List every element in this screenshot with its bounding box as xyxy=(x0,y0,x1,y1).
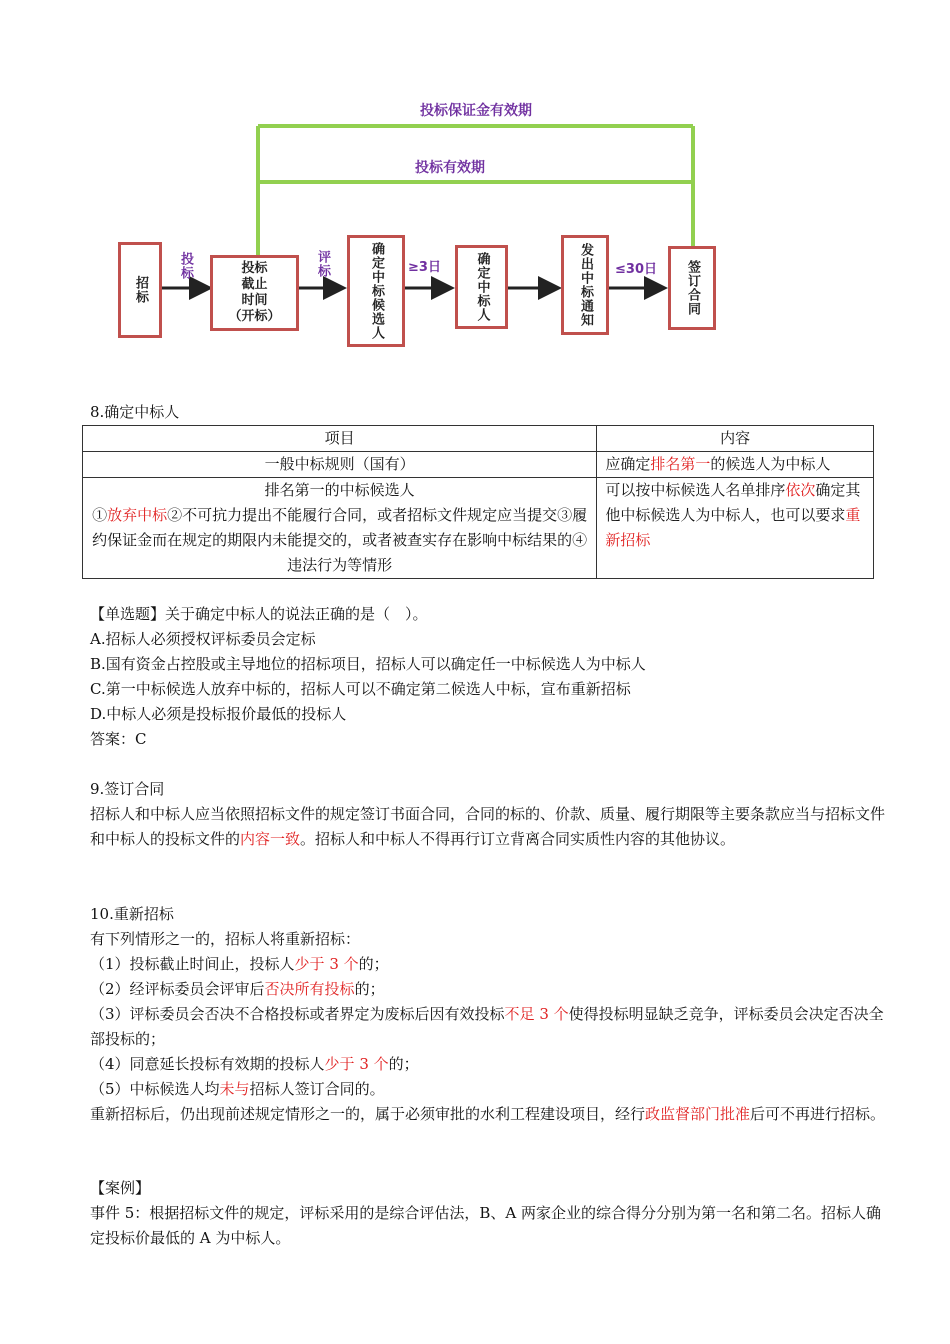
list-item: （2）经评标委员会评审后否决所有投标的； xyxy=(90,980,385,998)
arrow-3days-label: ≥3日 xyxy=(408,260,441,275)
table-row xyxy=(83,452,874,478)
case-paragraph: 事件 5：根据招标文件的规定，评标采用的是综合评估法，B、A 两家企业的综合得分分别为第一名和第二名。招标人确定投标价最低的 A 为中标人。 xyxy=(90,1204,881,1247)
list-item: （5）中标候选人均未与招标人签订合同的。 xyxy=(90,1080,385,1098)
header-item: 项目 xyxy=(83,426,597,452)
question-block xyxy=(90,602,890,752)
header-content: 内容 xyxy=(597,426,874,452)
section9-paragraph: 招标人和中标人应当依照招标文件的规定签订书面合同，合同的标的、价款、质量、履行期限等主要条款应当与招标文件和中标人的投标文件的内容一致。招标人和中标人不得再行订立背离合同实质性内容的其他协议。 xyxy=(90,805,886,848)
arrow-eval-label: 评标 xyxy=(315,250,330,278)
arrow-bid-label: 投标 xyxy=(178,252,193,280)
box-candidate: 确定中标候选人 xyxy=(347,235,405,347)
list-item: （4）同意延长投标有效期的投标人少于 3 个的； xyxy=(90,1055,419,1073)
question-stem: 【单选题】关于确定中标人的说法正确的是（ ）。 xyxy=(90,605,428,623)
box-notice: 发出中标通知 xyxy=(561,235,609,335)
arrow-30days-label: ≤30日 xyxy=(615,262,657,277)
option-d: D.中标人必须是投标报价最低的投标人 xyxy=(90,705,347,723)
box-winner: 确定中标人 xyxy=(455,245,508,329)
row1-item: 一般中标规则（国有） xyxy=(83,452,597,478)
bid-period-label: 投标有效期 xyxy=(415,160,485,176)
table-header-row xyxy=(83,426,874,452)
section10-intro: 有下列情形之一的，招标人将重新招标： xyxy=(90,930,361,948)
section10-block xyxy=(90,902,890,1127)
bond-period-label: 投标保证金有效期 xyxy=(420,103,532,119)
section10-after: 重新招标后，仍出现前述规定情形之一的，属于必须审批的水利工程建设项目，经行政监督部门批准后可不再进行招标。 xyxy=(90,1105,886,1123)
section10-title: 10.重新招标 xyxy=(90,905,174,923)
section9-title: 9.签订合同 xyxy=(90,780,165,798)
option-c: C.第一中标候选人放弃中标的，招标人可以不确定第二候选人中标，宣布重新招标 xyxy=(90,680,631,698)
box-contract: 签订合同 xyxy=(668,246,716,330)
diagram-lines xyxy=(110,90,740,360)
box-invite: 招标 xyxy=(118,242,162,338)
list-item: （3）评标委员会否决不合格投标或者界定为废标后因有效投标不足 3 个使得投标明显缺乏竞争，评标委员会决定否决全部投标的； xyxy=(90,1005,884,1048)
section8-title: 8.确定中标人 xyxy=(90,403,180,421)
option-b: B.国有资金占控股或主导地位的招标项目，招标人可以确定任一中标候选人为中标人 xyxy=(90,655,646,673)
table-row xyxy=(83,478,874,579)
winner-rules-table xyxy=(82,425,874,579)
row2-item: 排名第一的中标候选人 ①放弃中标②不可抗力提出不能履行合同，或者招标文件规定应当提交③履约保证金而在规定的期限内未能提交的，或者被查实存在影响中标结果的④违法行为等情形 xyxy=(83,478,597,579)
box-bid-deadline: 投标 截止 时间 （开标） xyxy=(210,255,299,331)
option-a: A.招标人必须授权评标委员会定标 xyxy=(90,630,316,648)
bidding-timeline-diagram xyxy=(110,90,740,360)
row1-content: 应确定排名第一的候选人为中标人 xyxy=(597,452,874,478)
case-title: 【案例】 xyxy=(90,1179,151,1197)
section9-block xyxy=(90,777,890,852)
row2-content: 可以按中标候选人名单排序依次确定其他中标候选人为中标人，也可以要求重新招标 xyxy=(597,478,874,579)
answer: 答案：C xyxy=(90,730,147,748)
list-item: （1）投标截止时间止，投标人少于 3 个的； xyxy=(90,955,389,973)
case-block xyxy=(90,1176,890,1251)
